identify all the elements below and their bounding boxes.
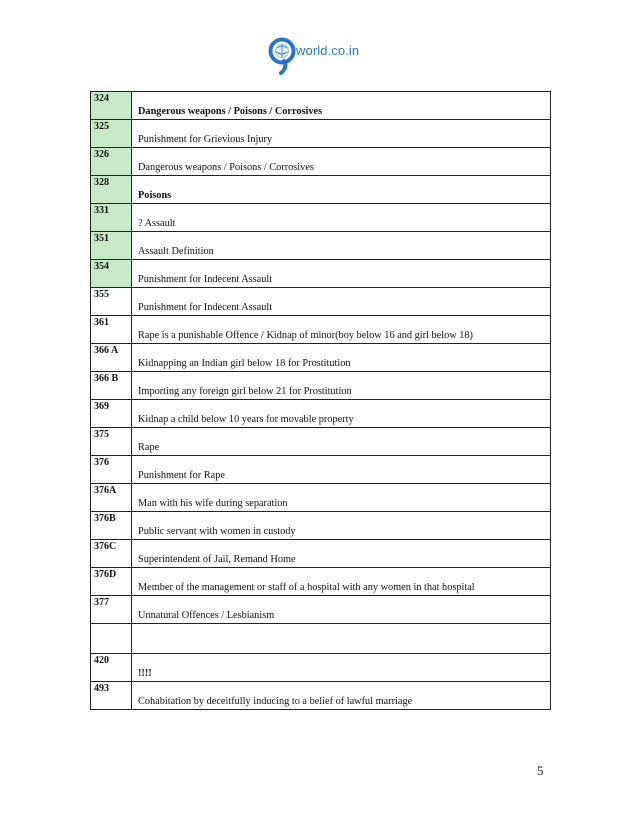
section-description-cell: Dangerous weapons / Poisons / Corrosives [132, 148, 551, 176]
site-logo [268, 34, 378, 76]
section-code-cell: 355 [91, 288, 132, 316]
table-row [91, 428, 551, 456]
section-code-cell: 369 [91, 400, 132, 428]
table-row [91, 232, 551, 260]
table-row [91, 512, 551, 540]
section-description-cell: Rape is a punishable Offence / Kidnap of minor(boy below 16 and girl below 18) [132, 316, 551, 344]
table-row [91, 456, 551, 484]
section-description-cell: Punishment for Rape [132, 456, 551, 484]
section-description-cell: Punishment for Indecent Assault [132, 260, 551, 288]
section-code-cell: 376C [91, 540, 132, 568]
section-code-cell: 366 B [91, 372, 132, 400]
section-code-cell: 420 [91, 654, 132, 682]
section-code-cell: 375 [91, 428, 132, 456]
section-description-cell: Man with his wife during separation [132, 484, 551, 512]
table-row [91, 596, 551, 624]
section-description-cell: Superintendent of Jail, Remand Home [132, 540, 551, 568]
section-description-cell: ? Assault [132, 204, 551, 232]
section-code-cell: 324 [91, 92, 132, 120]
section-description-cell: Rape [132, 428, 551, 456]
table-row [91, 400, 551, 428]
section-code-cell: 328 [91, 176, 132, 204]
table-row [91, 288, 551, 316]
section-code-cell: 361 [91, 316, 132, 344]
table-row [91, 344, 551, 372]
section-description-cell: Punishment for Grievious Injury [132, 120, 551, 148]
section-description-cell: Importing any foreign girl below 21 for Prostitution [132, 372, 551, 400]
ipc-sections-table [90, 91, 551, 710]
section-description-cell: !!!! [132, 654, 551, 682]
section-description-cell: Cohabitation by deceitfully inducing to a belief of lawful marriage [132, 682, 551, 710]
section-code-cell: 331 [91, 204, 132, 232]
section-description-cell: Poisons [132, 176, 551, 204]
section-code-cell: 354 [91, 260, 132, 288]
table-row [91, 120, 551, 148]
section-code-cell: 376A [91, 484, 132, 512]
table-row [91, 316, 551, 344]
table-row [91, 260, 551, 288]
table-row [91, 372, 551, 400]
section-description-cell: Kidnapping an Indian girl below 18 for Prostitution [132, 344, 551, 372]
section-code-cell: 493 [91, 682, 132, 710]
q-globe-logo-icon [268, 34, 298, 76]
logo-text: world.co.in [296, 43, 360, 58]
section-description-cell: Unnatural Offences / Lesbianism [132, 596, 551, 624]
table-row [91, 92, 551, 120]
section-description-cell [132, 624, 551, 654]
section-description-cell: Dangerous weapons / Poisons / Corrosives [132, 92, 551, 120]
section-code-cell: 351 [91, 232, 132, 260]
section-code-cell: 376 [91, 456, 132, 484]
table-row [91, 148, 551, 176]
section-description-cell: Public servant with women in custody [132, 512, 551, 540]
section-description-cell: Member of the management or staff of a hospital with any women in that hospital [132, 568, 551, 596]
section-code-cell [91, 624, 132, 654]
page-number: 5 [537, 763, 544, 778]
table-row [91, 540, 551, 568]
section-code-cell: 325 [91, 120, 132, 148]
section-code-cell: 366 A [91, 344, 132, 372]
table-row [91, 484, 551, 512]
section-code-cell: 326 [91, 148, 132, 176]
section-code-cell: 376D [91, 568, 132, 596]
table-row [91, 624, 551, 654]
section-description-cell: Punishment for Indecent Assault [132, 288, 551, 316]
section-description-cell: Assault Definition [132, 232, 551, 260]
section-code-cell: 376B [91, 512, 132, 540]
table-row [91, 204, 551, 232]
table-row [91, 654, 551, 682]
section-description-cell: Kidnap a child below 10 years for movable property [132, 400, 551, 428]
table-row [91, 682, 551, 710]
table-row [91, 568, 551, 596]
section-code-cell: 377 [91, 596, 132, 624]
table-row [91, 176, 551, 204]
